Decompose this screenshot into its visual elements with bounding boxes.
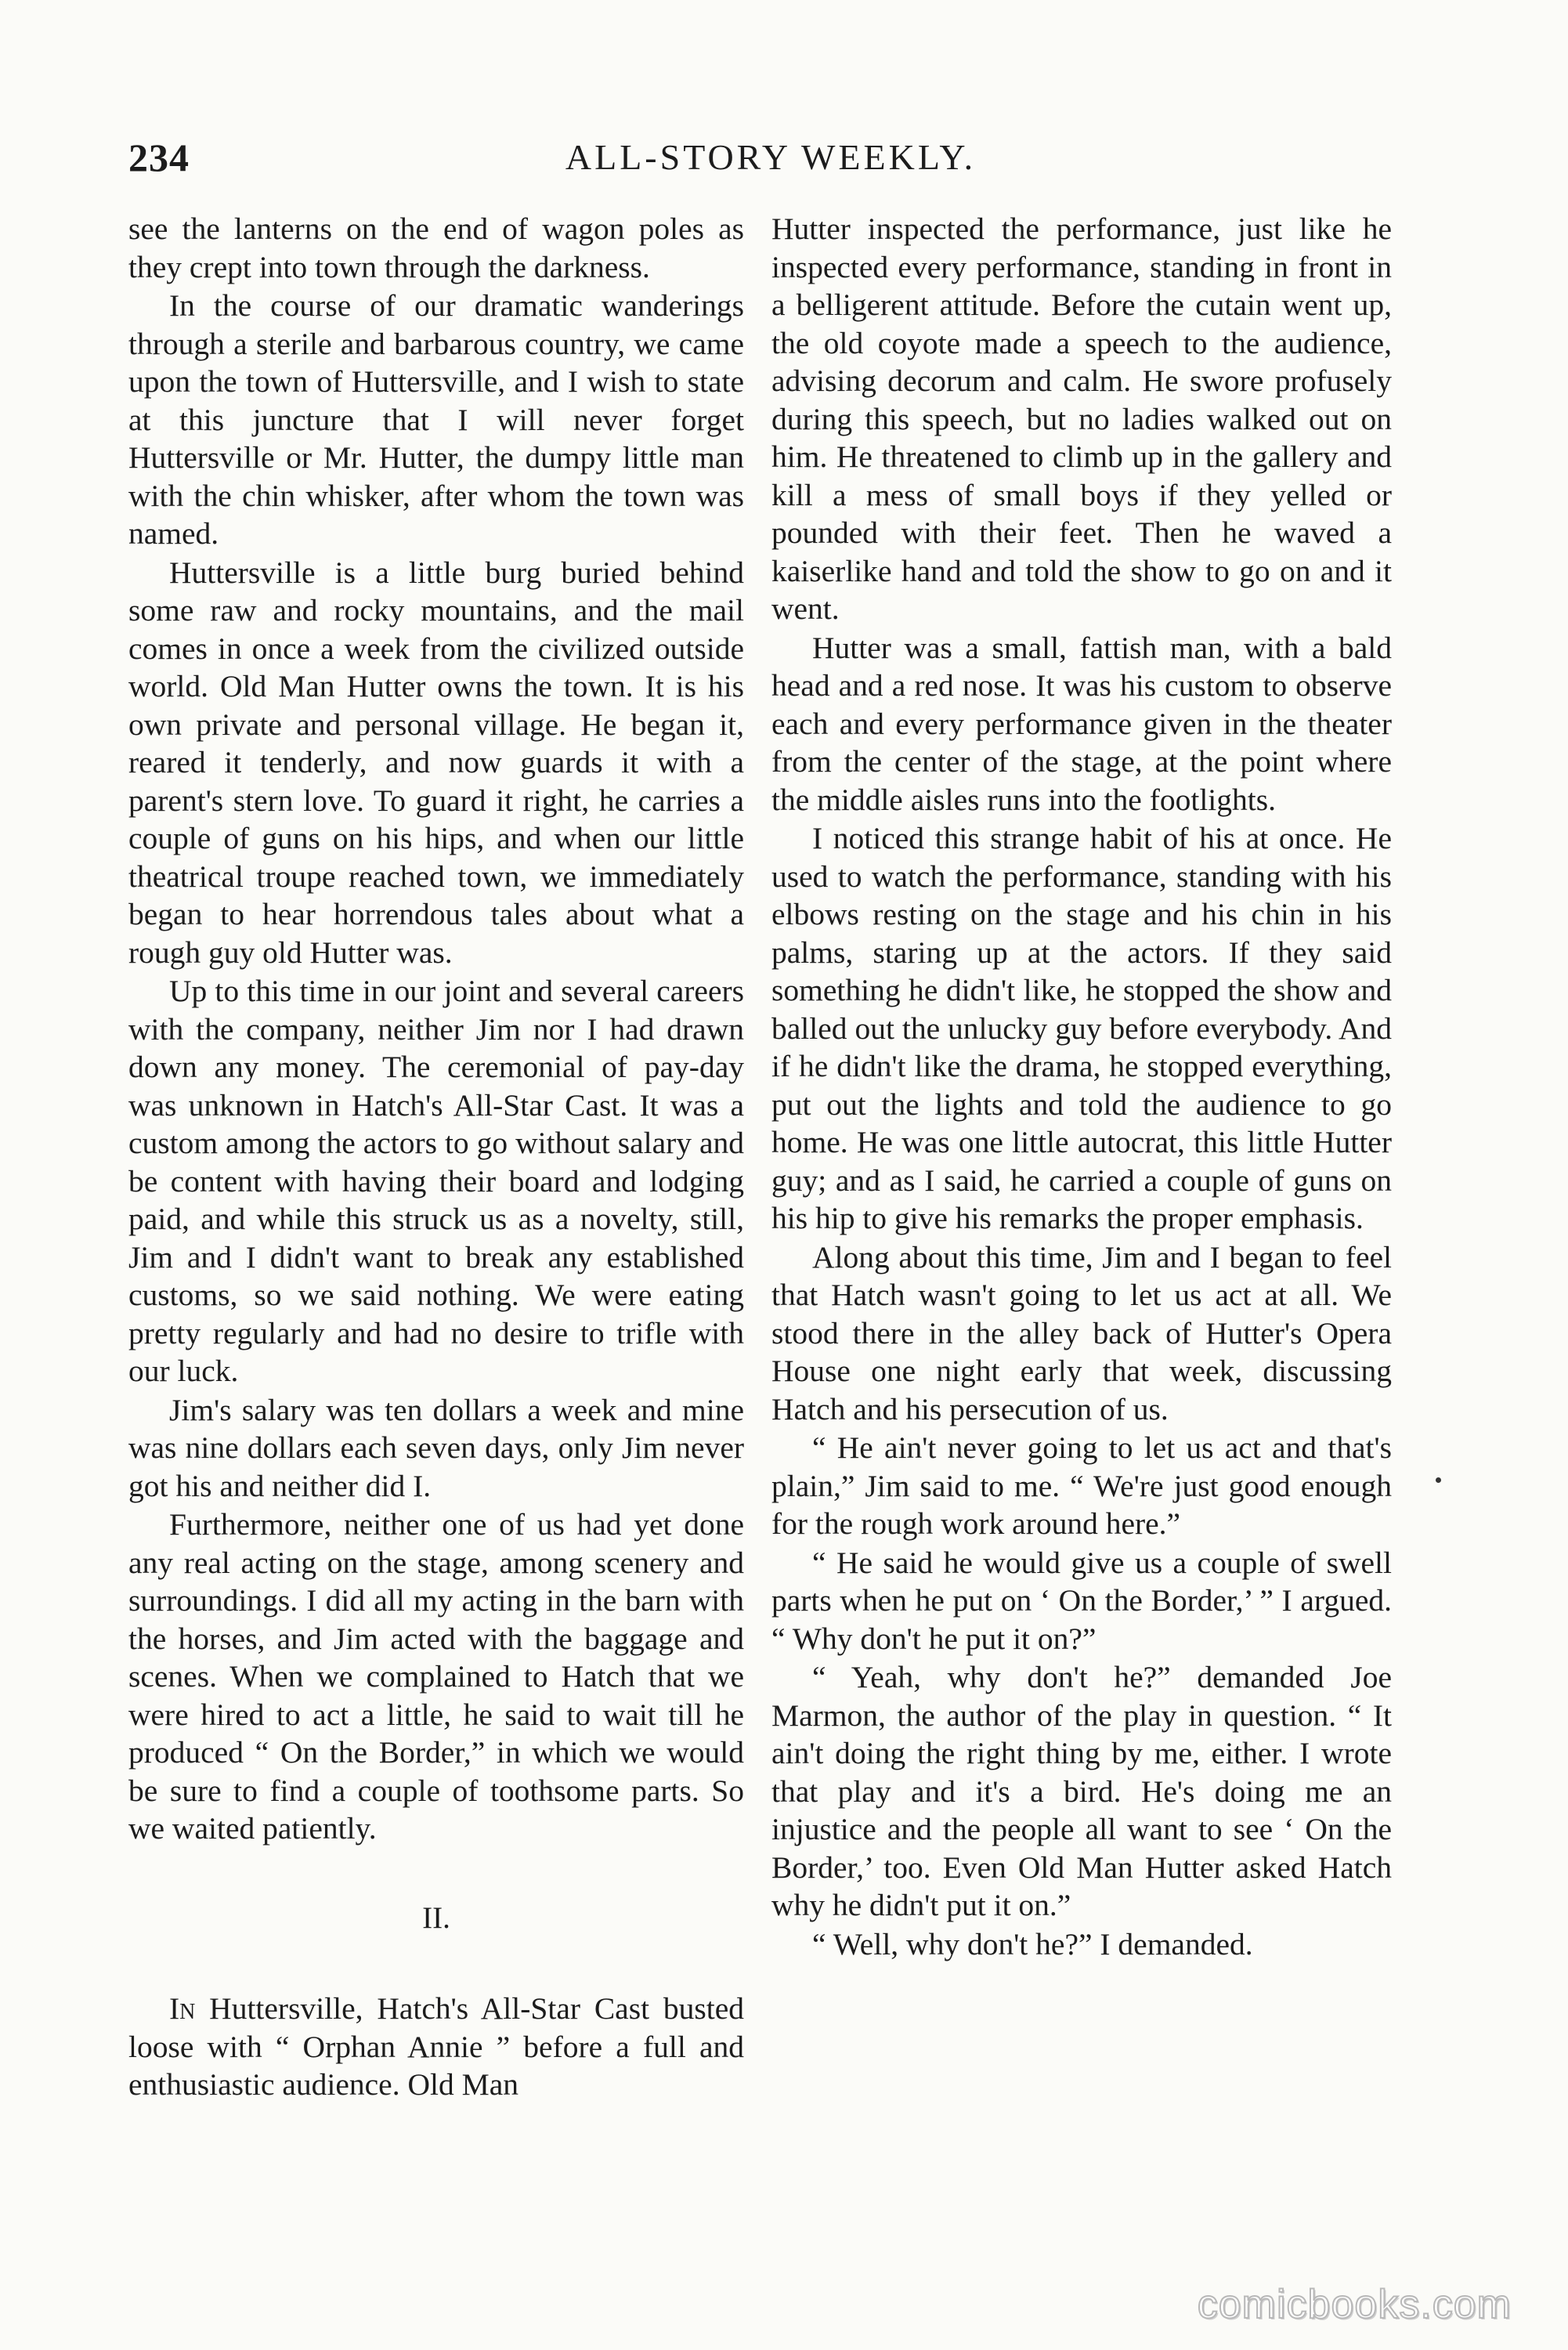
paragraph: “ Yeah, why don't he?” demanded Joe Marmon, the author of the play in question. “ It ain't doing the right thing by me, either. I wrote that play and it's a bird. He's doing me an injustice and the people all want to see ‘ On the Border,’ too. Even Old Man Hutter asked Hatch why he didn't put it on.” bbox=[771, 1660, 1392, 1922]
page-header bbox=[128, 135, 1413, 185]
paragraph: Jim's salary was ten dollars a week and mine was nine dollars each seven days, only Jim never got his and neither did I. bbox=[128, 1392, 744, 1503]
print-speck bbox=[1436, 1477, 1441, 1483]
running-head: ALL-STORY WEEKLY. bbox=[565, 137, 977, 177]
left-column bbox=[128, 210, 744, 2105]
paragraph: In the course of our dramatic wanderings through a sterile and barbarous country, we came upon the town of Huttersville, and I wish to state at this juncture that I will never forget Huttersville or Mr. Hutter, the dumpy little man with the chin whisker, after whom the town was named. bbox=[128, 288, 744, 551]
watermark: comicbooks.com bbox=[1197, 2282, 1512, 2327]
paragraph: I noticed this strange habit of his at once. He used to watch the performance, standing with his elbows resting on the stage and his chin in his palms, staring up at the actors. If they said something he didn't like, he stopped the show and balled out the unlucky guy before everybody. And if he didn't like the drama, he stopped everything, put out the lights and told the audience to go home. He was one little autocrat, this little Hutter guy; and as I said, he carried a couple of guns on his hip to give his remarks the proper emphasis. bbox=[771, 821, 1392, 1235]
paragraph: Along about this time, Jim and I began to feel that Hatch wasn't going to let us act at all. We stood there in the alley back of Hutter's Opera House one night early that week, discussing Hatch and his persecution of us. bbox=[771, 1239, 1392, 1426]
paragraph: Hutter was a small, fattish man, with a bald head and a red nose. It was his custom to observe each and every performance given in the theater from the center of the stage, at the point where the middle aisles runs into the footlights. bbox=[771, 630, 1392, 817]
page-number: 234 bbox=[128, 136, 190, 179]
paragraph: Furthermore, neither one of us had yet done any real acting on the stage, among scenery and surroundings. I did all my acting in the barn with the horses, and Jim acted with the baggage and scenes. When we complained to Hatch that we were hired to act a little, he said to wait till he produced “ On the Border,” in which we would be sure to find a couple of toothsome parts. So we waited patiently. bbox=[128, 1507, 744, 1846]
paragraph: Hutter inspected the performance, just like he inspected every performance, standing in front in a belligerent attitude. Before the cutain went up, the old coyote made a speech to the audience, advising decorum and calm. He swore profusely during this speech, but no ladies walked out on him. He threatened to climb up in the gallery and kill a mess of small boys if they yelled or pounded with their feet. Then he waved a kaiserlike hand and told the show to go on and it went. bbox=[771, 212, 1392, 626]
paragraph: “ He said he would give us a couple of swell parts when he put on ‘ On the Border,’ ” I argued. “ Why don't he put it on?” bbox=[771, 1545, 1392, 1656]
section-opening-text: Huttersville, Hatch's All-Star Cast busted loose with “ Orphan Annie ” before a full and enthusiastic audience. Old Man bbox=[128, 1991, 744, 2102]
paragraph: see the lanterns on the end of wagon poles as they crept into town through the darkness. bbox=[128, 212, 744, 284]
paragraph: “ He ain't never going to let us act and that's plain,” Jim said to me. “ We're just good enough for the rough work around here.” bbox=[771, 1430, 1392, 1541]
section-opening-paragraph bbox=[128, 1990, 744, 2104]
paragraph: Up to this time in our joint and several careers with the company, neither Jim nor I had drawn down any money. The ceremonial of pay-day was unknown in Hatch's All-Star Cast. It was a custom among the actors to go without salary and be content with having their board and lodging paid, and while this struck us as a novelty, still, Jim and I didn't want to break any established customs, so we said nothing. We were eating pretty regularly and had no desire to trifle with our luck. bbox=[128, 974, 744, 1388]
lead-in-word: In bbox=[169, 1991, 196, 2026]
paragraph: Huttersville is a little burg buried behind some raw and rocky mountains, and the mail comes in once a week from the civilized outside world. Old Man Hutter owns the town. It is his own private and personal village. He began it, reared it tenderly, and now guards it with a parent's stern love. To guard it right, he carries a couple of guns on his hips, and when our little theatrical troupe reached town, we immediately began to hear horrendous tales about what a rough guy old Hutter was. bbox=[128, 555, 744, 970]
paragraph: “ Well, why don't he?” I demanded. bbox=[812, 1926, 1253, 1961]
section-heading: II. bbox=[422, 1900, 450, 1935]
right-column bbox=[771, 210, 1392, 1964]
